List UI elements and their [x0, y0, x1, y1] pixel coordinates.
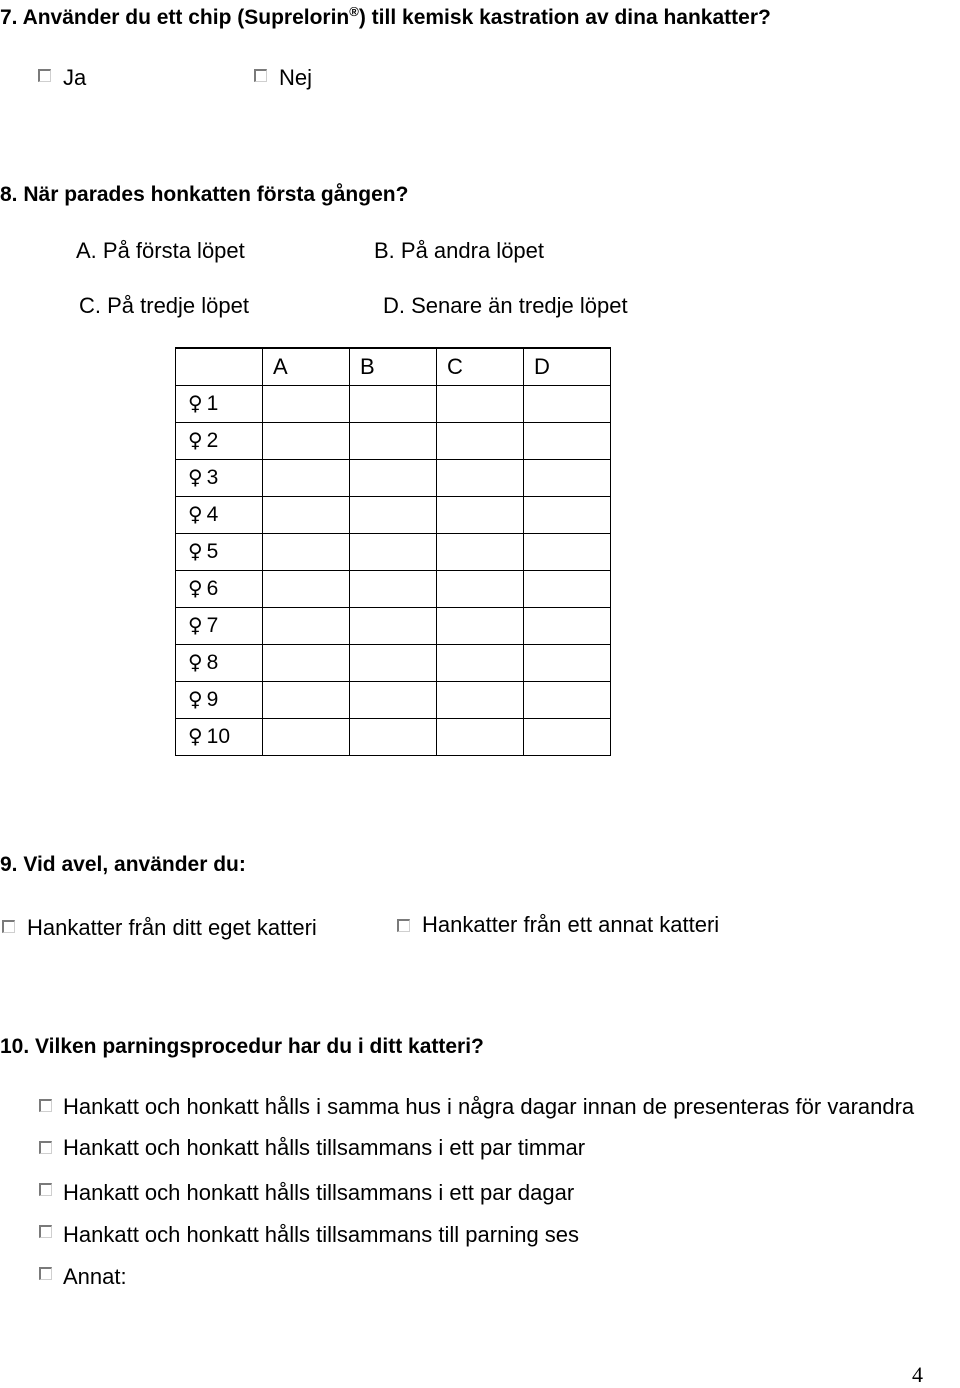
grid-col-c: C	[447, 353, 463, 379]
q10-title: 10. Vilken parningsprocedur har du i ditt katteri?	[0, 1035, 484, 1058]
grid-row	[176, 607, 611, 644]
grid-answer-cell[interactable]	[437, 422, 524, 459]
q10-checkbox-5[interactable]	[39, 1267, 52, 1280]
grid-answer-cell[interactable]	[263, 570, 350, 607]
grid-col-d: D	[534, 353, 550, 379]
grid-answer-cell[interactable]	[263, 644, 350, 681]
q7-option-ja: Ja	[63, 65, 87, 90]
grid-row-label	[176, 422, 263, 459]
grid-answer-cell[interactable]	[524, 496, 611, 533]
grid-row-number: 1	[206, 392, 219, 415]
grid-answer-cell[interactable]	[263, 385, 350, 422]
q9-option-other: Hankatter från ett annat katteri	[422, 912, 720, 937]
grid-row-number: 8	[206, 651, 219, 674]
grid-row-number: 6	[206, 577, 219, 600]
grid-answer-cell[interactable]	[437, 459, 524, 496]
female-symbol-icon: ♀	[188, 650, 203, 674]
grid-row-label	[176, 718, 263, 755]
grid-row-number: 7	[206, 614, 219, 637]
grid-corner-cell	[176, 348, 263, 385]
grid-answer-cell[interactable]	[263, 607, 350, 644]
grid-answer-cell[interactable]	[350, 459, 437, 496]
q8-title: 8. När parades honkatten första gången?	[0, 183, 409, 206]
female-symbol-icon: ♀	[188, 687, 203, 711]
grid-row-label	[176, 533, 263, 570]
q10-checkbox-3[interactable]	[39, 1183, 52, 1196]
female-symbol-icon: ♀	[188, 576, 203, 600]
q10-option-2: Hankatt och honkatt hålls tillsammans i ett par timmar	[63, 1135, 586, 1160]
grid-answer-cell[interactable]	[437, 385, 524, 422]
grid-answer-cell[interactable]	[524, 533, 611, 570]
grid-col-header	[524, 348, 611, 385]
grid-row-label	[176, 385, 263, 422]
grid-answer-cell[interactable]	[350, 496, 437, 533]
grid-answer-cell[interactable]	[437, 681, 524, 718]
female-symbol-icon: ♀	[188, 724, 203, 748]
grid-answer-cell[interactable]	[524, 718, 611, 755]
grid-answer-cell[interactable]	[350, 385, 437, 422]
grid-answer-cell[interactable]	[350, 570, 437, 607]
grid-row-number: 2	[206, 429, 219, 452]
female-symbol-icon: ♀	[188, 613, 203, 637]
q10-checkbox-1[interactable]	[39, 1099, 52, 1112]
grid-row-label	[176, 644, 263, 681]
grid-row	[176, 644, 611, 681]
grid-answer-cell[interactable]	[263, 422, 350, 459]
q10-option-4: Hankatt och honkatt hålls tillsammans till parning ses	[63, 1222, 580, 1247]
q9-title: 9. Vid avel, använder du:	[0, 853, 246, 876]
grid-answer-cell[interactable]	[437, 570, 524, 607]
grid-answer-cell[interactable]	[350, 607, 437, 644]
grid-row	[176, 570, 611, 607]
grid-row-number: 5	[206, 540, 219, 563]
grid-row-number: 4	[206, 503, 219, 526]
grid-answer-cell[interactable]	[437, 607, 524, 644]
q7-title-text: 7. Använder du ett chip (Suprelorin	[0, 6, 350, 29]
grid-row-label	[176, 496, 263, 533]
grid-answer-cell[interactable]	[350, 422, 437, 459]
female-symbol-icon: ♀	[188, 391, 203, 415]
grid-row-number: 3	[206, 466, 219, 489]
grid-row-label	[176, 681, 263, 718]
grid-answer-cell[interactable]	[263, 459, 350, 496]
registered-mark: ®	[349, 4, 359, 19]
grid-row	[176, 718, 611, 755]
grid-col-header	[437, 348, 524, 385]
grid-row-number: 9	[206, 688, 219, 711]
q8-choice-d: D. Senare än tredje löpet	[383, 293, 628, 318]
grid-answer-cell[interactable]	[350, 718, 437, 755]
grid-answer-cell[interactable]	[437, 533, 524, 570]
grid-row-label	[176, 459, 263, 496]
q7-checkbox-ja[interactable]	[38, 69, 51, 82]
grid-row	[176, 496, 611, 533]
grid-answer-cell[interactable]	[263, 496, 350, 533]
q7-checkbox-nej[interactable]	[254, 69, 267, 82]
grid-answer-cell[interactable]	[524, 422, 611, 459]
grid-row	[176, 422, 611, 459]
q10-option-5: Annat:	[63, 1264, 127, 1289]
grid-answer-cell[interactable]	[524, 644, 611, 681]
female-symbol-icon: ♀	[188, 465, 203, 489]
q10-checkbox-2[interactable]	[39, 1141, 52, 1154]
grid-answer-cell[interactable]	[350, 681, 437, 718]
grid-answer-cell[interactable]	[437, 496, 524, 533]
grid-col-b: B	[360, 353, 375, 379]
female-symbol-icon: ♀	[188, 502, 203, 526]
grid-answer-cell[interactable]	[263, 718, 350, 755]
grid-row	[176, 459, 611, 496]
grid-answer-cell[interactable]	[437, 718, 524, 755]
female-symbol-icon: ♀	[188, 539, 203, 563]
female-symbol-icon: ♀	[188, 428, 203, 452]
q8-choice-a: A. På första löpet	[76, 238, 245, 263]
q7-title	[0, 4, 771, 30]
grid-row	[176, 385, 611, 422]
q7-option-nej: Nej	[279, 65, 313, 90]
grid-row	[176, 681, 611, 718]
grid-row	[176, 533, 611, 570]
grid-answer-cell[interactable]	[524, 570, 611, 607]
grid-row-label	[176, 607, 263, 644]
grid-answer-cell[interactable]	[524, 681, 611, 718]
grid-answer-cell[interactable]	[263, 681, 350, 718]
grid-answer-cell[interactable]	[524, 607, 611, 644]
grid-row-number: 10	[206, 725, 231, 748]
q9-checkbox-own[interactable]	[2, 920, 15, 933]
q8-choice-b: B. På andra löpet	[374, 238, 545, 263]
q7-title-end: ) till kemisk kastration av dina hankatter?	[358, 6, 771, 29]
grid-col-a: A	[273, 353, 288, 379]
q8-choice-c: C. På tredje löpet	[79, 293, 249, 318]
grid-row-label	[176, 570, 263, 607]
grid-answer-cell[interactable]	[350, 644, 437, 681]
q8-answer-grid	[175, 347, 611, 756]
q10-checkbox-4[interactable]	[39, 1225, 52, 1238]
grid-answer-cell[interactable]	[263, 533, 350, 570]
q10-option-3: Hankatt och honkatt hålls tillsammans i ett par dagar	[63, 1180, 575, 1205]
q9-option-own: Hankatter från ditt eget katteri	[27, 915, 317, 940]
grid-answer-cell[interactable]	[524, 459, 611, 496]
grid-answer-cell[interactable]	[437, 644, 524, 681]
grid-answer-cell[interactable]	[350, 533, 437, 570]
grid-answer-cell[interactable]	[524, 385, 611, 422]
q9-checkbox-other[interactable]	[397, 919, 410, 932]
page-number: 4	[912, 1362, 923, 1387]
grid-col-header	[350, 348, 437, 385]
q10-option-1: Hankatt och honkatt hålls i samma hus i några dagar innan de presenteras för varandra	[63, 1094, 915, 1119]
grid-col-header	[263, 348, 350, 385]
